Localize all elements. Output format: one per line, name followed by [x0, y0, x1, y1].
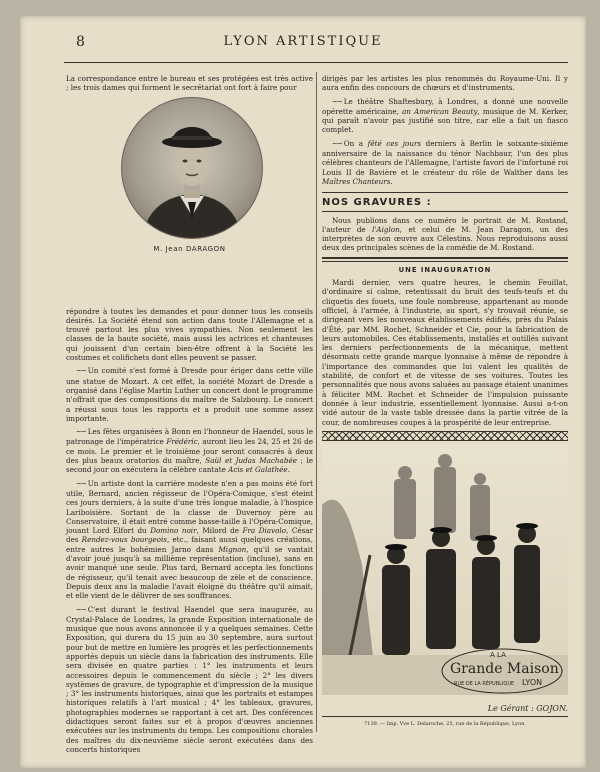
text-span: , auront lieu les 24, 25 et 26 de ce mois. Le premier et le troisième jour seront consacrés à deux des plus beaux oratorios du maître, — [66, 437, 313, 466]
text-span: Les fêtes organisées à Bonn en l'honneur de Haendel, sous le patronage de l'impératrice — [66, 427, 313, 447]
ad-a-la: A LA — [490, 650, 506, 659]
portrait-figure — [66, 97, 313, 305]
italic-span: an American Beauty — [401, 106, 478, 116]
text-span: , César des — [66, 526, 314, 545]
italic-span: Saül et Judas Machabée — [205, 456, 297, 466]
left-intro-paragraph: La correspondance entre le bureau et ses protégées est très active ; les trois dames qui forment le secrétariat ont fort à faire pour — [66, 74, 313, 93]
page-header — [20, 32, 586, 56]
italic-span: Domino noir — [150, 526, 197, 536]
portrait-caption: M. Jean DARAGON — [153, 244, 226, 253]
squiggle-ornament: ~~ — [76, 367, 86, 376]
newspaper-page — [20, 16, 586, 768]
inauguration-paragraph: Mardi dernier, vers quatre heures, le chemin Feuillat, d'ordinaire si calme, retentissait du bruit des teufs-teufs et du cliquetis des fouets, une foule nombreuse, appartenant au monde officiel, à l'armée, à l'industrie, au sport, s'y trouvait réunie, se dirigeant vers les nouveaux établissements édifiés, près du Palais d'Été, par MM. Rochet, Schneider et Cie, pour la fabrication de leurs automobiles. Ces établissements, installés et outillés suivant les derniers perfectionnements de la mécanique, mettent désormais cette grande marque lyonnaise à même de répondre à l'importance des commandes que lui valent les qualités de stabilité, de confort et de vitesse de ses voitures. Toutes les personnalités que nous avons saluées au passage étaient unanimes à féliciter MM. Rochet et Schneider de l'impulsion puissante donnée à leur industrie, essentiellement lyonnaise. Aussi a-t-on vidé autour de la vaste table dressée dans la partie vitrée de la cour, de nombreuses coupes à la prospérité de leur entreprise. — [322, 278, 568, 427]
text-span: Un artiste dont la carrière modeste n'en a pas moins été fort utile, Bernard, ancien régisseur de l'Opéra-Comique, s'est éteint ces jours derniers, à la suite d'une très longue maladie, à l'hospice Lariboisière. Sortant de la classe de Duvernoy père au Conservatoire, il était entré comme basse-taille à l'Opéra-Comique, jouant Lord Elfort du — [66, 478, 313, 536]
left-paragraph-5-text: C'est durant le festival Haendel que sera inaugurée, au Crystal-Palace de Londres, la grande Exposition internationale de musique que nous avons annoncée il y a quelques semaines. Cette Exposition, qui durera du 15 juin au 30 septembre, aura surtout pour but de mettre en lumière les progrès et les perfectionnements apportés depuis un siècle dans la fabrication des instruments. Elle sera divisée en quatre parties : 1° les instruments et leurs accessoires depuis le commencement du siècle ; 2° les divers systèmes de gravure, de typographie et d'impression de la musique ; 3° les instruments historiques, ainsi que les portraits et estampes historiques relatifs à l'art musical ; 4° les tableaux, gravures, photographies modernes se rapportant à cet art. Des conférences didactiques seront faites sur et à propos d'œuvres anciennes exécutées sur les instruments du temps. Les compositions chorales des maîtres du dix-neuvième siècle seront exécutées dans des concerts historiques — [66, 604, 313, 754]
text-span: On a — [343, 138, 368, 148]
advertisement-illustration — [322, 445, 568, 695]
decorative-border — [322, 431, 568, 441]
printer-imprint: 7139. — Imp. Vve L. Delaroche, 25, rue de la République, Lyon. — [364, 721, 526, 727]
italic-span: l'Aiglon — [372, 224, 400, 234]
footer-rule — [322, 716, 568, 717]
text-span: Le théâtre Shaftesbury, à Londres, a donné une nouvelle opérette américaine, — [322, 96, 568, 116]
header-rule — [64, 62, 568, 63]
left-paragraph-3 — [66, 427, 313, 474]
grande-maison-advertisement — [322, 445, 568, 695]
right-paragraph-1 — [322, 97, 568, 135]
right-column — [322, 74, 568, 695]
right-intro-paragraph: dirigés par les artistes les plus renommés du Royaume-Uni. Il y aura enfin des concours de chœurs et d'instruments. — [322, 74, 568, 93]
left-paragraph-2-text: Un comité s'est formé à Dresde pour ériger dans cette ville une statue de Mozart. A cet effet, la société Mozart de Dresde a organisé dans l'église Martin Luther un concert dont le programme n'offrait que des compositions du maître de Salzbourg. Le concert a réussi sous tous les rapports et a produit une somme assez importante. — [66, 366, 313, 423]
squiggle-ornament: ~~ — [76, 605, 86, 614]
ad-store-name: Grande Maison — [450, 660, 559, 677]
portrait-illustration — [122, 98, 262, 238]
text-span: , Milord de — [196, 526, 243, 536]
page-number: 8 — [76, 34, 85, 50]
italic-span: Maîtres Chanteurs. — [322, 176, 393, 186]
text-span: , musique de M. Kerker, qui paraît n'avoir pas justifié son titre, car elle a fait un fiasco complet. — [322, 106, 568, 135]
journal-title: LYON ARTISTIQUE — [223, 34, 383, 49]
text-span: ; le second jour on exécutera la célèbre cantate — [66, 456, 313, 475]
text-span: , qu'il se vantait d'avoir joué jusqu'à sa millième représentation (incluse), sans en avoir manqué une seule. Plus tard, Bernard accepta les fonctions de régisseur, qu'il tenait avec beaucoup de zèle et de conscience. Depuis deux ans la maladie l'avait éloigné du théâtre qu'il aimait, et elle vient de le délivrer de ses souffrances. — [66, 544, 313, 601]
left-column — [66, 74, 313, 758]
italic-span: fêté ces jours — [367, 138, 422, 148]
right-paragraph-2 — [322, 139, 568, 186]
italic-span: Mignon — [218, 544, 247, 554]
left-paragraph-5 — [66, 605, 313, 755]
gravures-paragraph — [322, 216, 568, 253]
italic-span: Fra Diavolo — [242, 526, 287, 536]
left-paragraph-4 — [66, 479, 313, 601]
column-divider — [316, 72, 317, 732]
left-paragraph-1: répondre à toutes les demandes et pour donner tous les conseils désirés. La Société étend son action dans toute l'Allemagne et a trouvé partout les plus vives sympathies. Non seulement les classes de la haute société, mais aussi les actrices et chanteuses qui jouissent d'un certain bien-être offrent à la Société les costumes et colifichets dont elles peuvent se passer. — [66, 306, 313, 363]
text-span: , et celui de M. Jean Daragon, un des interprètes de son œuvre aux Célestins. Nous reproduisons aussi deux des principales scènes de la comédie de M. Rostand. — [322, 224, 569, 253]
squiggle-ornament: ~~ — [76, 479, 86, 488]
squiggle-ornament: ~~ — [332, 97, 342, 106]
text-span: , etc., faisant aussi quelques créations, entre autres le bohémien Jarno dans — [66, 535, 313, 554]
section-rule — [322, 257, 568, 262]
ad-street: RUE DE LA RÉPUBLIQUE — [454, 680, 515, 687]
inauguration-heading: UNE INAUGURATION — [398, 265, 492, 274]
squiggle-ornament: ~~ — [76, 428, 86, 437]
italic-span: Acis et Galathée. — [228, 465, 290, 475]
gravures-section — [322, 192, 568, 211]
editor-signature: Le Gérant : GOJON. — [487, 704, 568, 713]
italic-span: Rendez-vous bourgeois — [81, 535, 168, 545]
squiggle-ornament: ~~ — [332, 139, 342, 148]
left-paragraph-2 — [66, 366, 313, 423]
portrait-photo — [121, 97, 263, 239]
text-span: derniers à Berlin le soixante-sixième anniversaire de la naissance du ténor Nachbaur, l'un des plus célèbres chanteurs de l'Allemagne, l'artiste favori de l'infortuné roi Louis II de Bavière et le créateur du rôle de Walther dans les — [322, 138, 568, 177]
text-span: Nous publions dans ce numéro le portrait de M. Rostand, l'auteur de — [322, 215, 568, 234]
ad-city: LYON — [522, 677, 543, 687]
italic-span: Frédéric — [166, 437, 198, 447]
gravures-heading: NOS GRAVURES : — [322, 197, 432, 209]
